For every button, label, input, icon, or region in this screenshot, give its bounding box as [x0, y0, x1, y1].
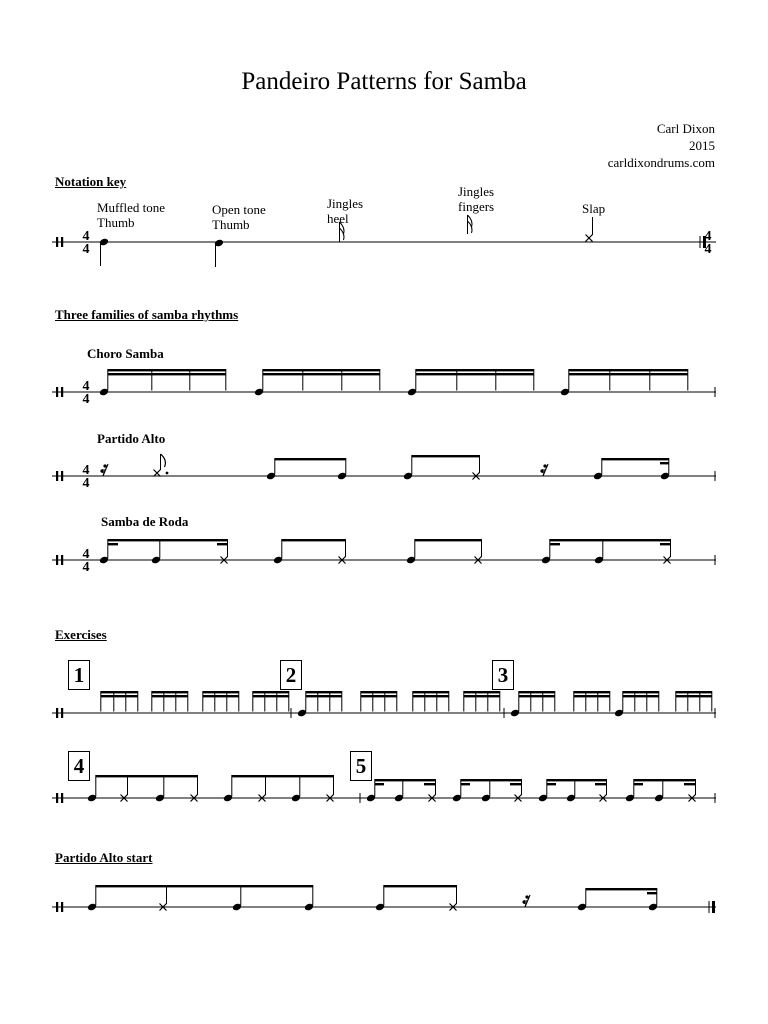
time-signature-top: 4 [82, 379, 90, 394]
beam [413, 691, 449, 693]
beam [676, 695, 712, 697]
beam [253, 691, 289, 693]
beam [232, 775, 334, 777]
key-label-muffled: Muffled tone Thumb [97, 200, 165, 230]
key-label-jingles-fingers: Jingles fingers [458, 184, 495, 214]
beam [413, 695, 449, 697]
percussion-clef-bar [61, 708, 63, 718]
beam [569, 373, 688, 375]
beam [412, 455, 480, 457]
partial-beam [550, 543, 560, 545]
partial-beam [647, 892, 657, 894]
beam [461, 779, 522, 781]
flag [468, 215, 473, 233]
beam [108, 539, 228, 541]
beam [152, 691, 188, 693]
key-label-open: Open tone Thumb [212, 202, 266, 232]
exercise-number-1: 1 [68, 660, 90, 690]
percussion-clef-bar [61, 471, 63, 481]
beam [253, 695, 289, 697]
percussion-clef-bar [56, 237, 58, 247]
final-barline-thick [712, 901, 715, 913]
exercise-number-2: 2 [280, 660, 302, 690]
partial-beam [510, 783, 522, 785]
beam [306, 695, 342, 697]
percussion-clef-bar [56, 902, 58, 912]
beam [152, 695, 188, 697]
percussion-clef-bar [61, 902, 63, 912]
beam [464, 695, 500, 697]
partial-beam [547, 783, 556, 785]
exercise-number-3: 3 [492, 660, 514, 690]
percussion-clef-bar [56, 708, 58, 718]
flag [161, 454, 166, 467]
percussion-clef-bar [56, 793, 58, 803]
beam [108, 373, 226, 375]
time-signature-top: 4 [82, 463, 90, 478]
beam [361, 691, 397, 693]
time-signature-top: 4 [82, 547, 90, 562]
percussion-clef-bar [56, 387, 58, 397]
section-heading-notation-key: Notation key [55, 174, 127, 189]
beam [101, 691, 138, 693]
percussion-clef-bar [56, 471, 58, 481]
beam [519, 695, 555, 697]
beam [306, 691, 342, 693]
partial-beam [660, 462, 669, 464]
percussion-clef-bar [61, 793, 63, 803]
flag [340, 222, 345, 240]
beam [275, 458, 346, 460]
partial-beam [461, 783, 470, 785]
partial-beam [634, 783, 643, 785]
beam [263, 373, 380, 375]
beam [574, 691, 610, 693]
partial-beam [217, 543, 228, 545]
beam [634, 779, 696, 781]
dot [166, 472, 169, 475]
percussion-clef-bar [61, 237, 63, 247]
beam [416, 373, 534, 375]
beam [550, 539, 671, 541]
partial-beam [595, 783, 607, 785]
rest-dot [522, 900, 525, 903]
beam [96, 775, 198, 777]
key-label-slap: Slap [582, 201, 606, 216]
percussion-clef-bar [61, 387, 63, 397]
exercise-number-4: 4 [68, 751, 90, 781]
section-heading-families: Three families of samba rhythms [55, 307, 239, 322]
beam [203, 691, 239, 693]
page-title: Pandeiro Patterns for Samba [241, 68, 527, 95]
pattern-label-roda: Samba de Roda [101, 514, 189, 529]
key-label-jingles-heel: Jingles heel [327, 196, 364, 226]
beam [464, 691, 500, 693]
partial-beam [375, 783, 384, 785]
rest-dot [100, 469, 103, 472]
partial-beam [424, 783, 436, 785]
beam [203, 695, 239, 697]
beam [263, 369, 380, 371]
percussion-clef-bar [56, 555, 58, 565]
beam [416, 369, 534, 371]
beam [547, 779, 607, 781]
partial-beam [108, 543, 118, 545]
time-signature-bottom: 4 [82, 560, 90, 575]
percussion-clef-bar [61, 555, 63, 565]
pattern-label-choro: Choro Samba [87, 346, 164, 361]
pattern-label-partido: Partido Alto [97, 431, 166, 446]
partial-beam [660, 543, 671, 545]
beam [574, 695, 610, 697]
beam [623, 695, 659, 697]
beam [602, 458, 669, 460]
beam [676, 691, 712, 693]
beam [101, 695, 138, 697]
section-heading-exercises: Exercises [55, 627, 107, 642]
beam [519, 691, 555, 693]
time-signature-top: 4 [704, 229, 712, 244]
beam [282, 539, 346, 541]
time-signature-top: 4 [82, 229, 90, 244]
partial-beam [684, 783, 696, 785]
beam [569, 369, 688, 371]
beam [384, 885, 457, 887]
website: carldixondrums.com [607, 155, 715, 170]
beam [623, 691, 659, 693]
beam [586, 888, 657, 890]
time-signature-bottom: 4 [704, 242, 712, 257]
time-signature-bottom: 4 [82, 476, 90, 491]
rest-dot [540, 469, 543, 472]
beam [375, 779, 436, 781]
time-signature-bottom: 4 [82, 242, 90, 257]
year: 2015 [689, 138, 715, 153]
beam [415, 539, 482, 541]
time-signature-bottom: 4 [82, 392, 90, 407]
exercise-number-5: 5 [350, 751, 372, 781]
beam [108, 369, 226, 371]
beam [361, 695, 397, 697]
section-heading-partido-start: Partido Alto start [55, 850, 153, 865]
beam [96, 885, 313, 887]
composer: Carl Dixon [656, 121, 715, 136]
